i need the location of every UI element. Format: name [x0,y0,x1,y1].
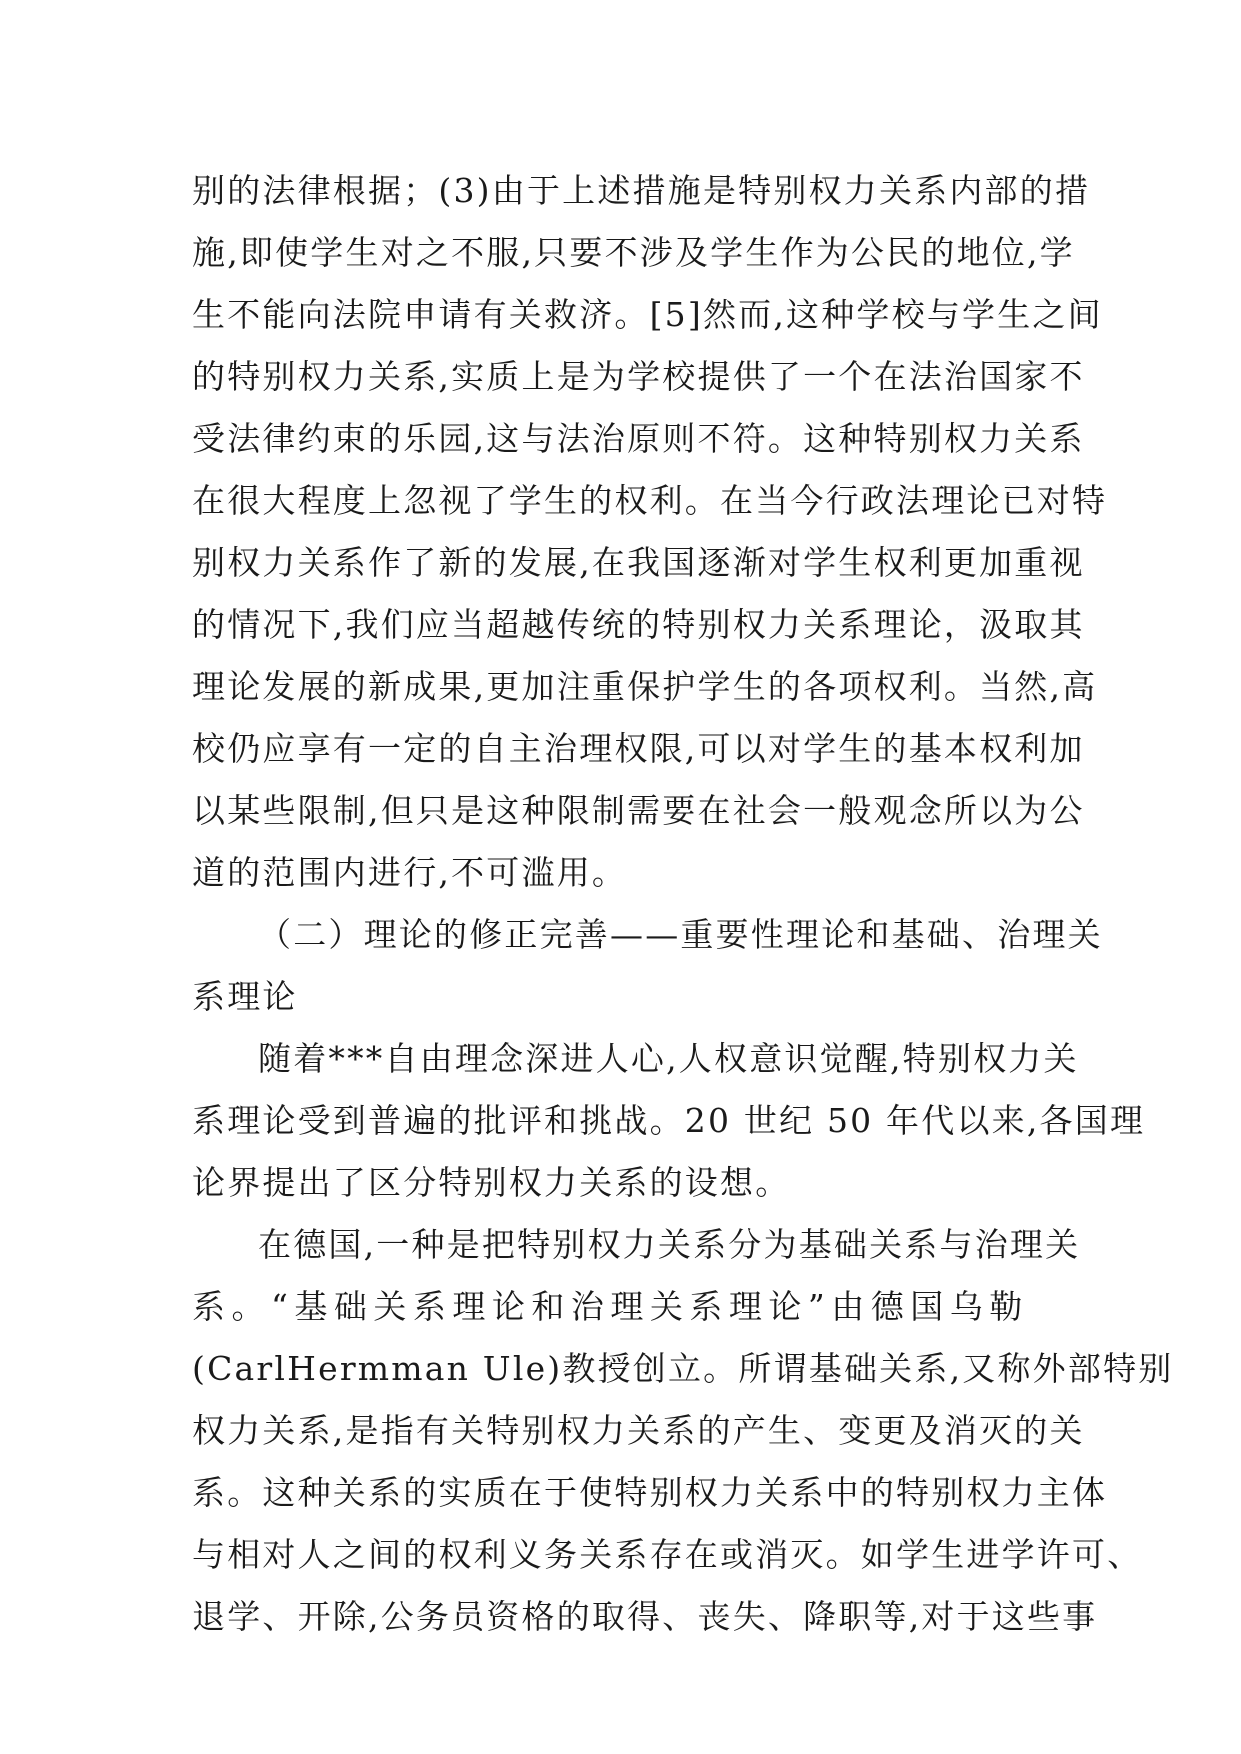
text-line: 随着***自由理念深进人心,人权意识觉醒,特别权力关 [258,1039,1079,1078]
text-line: 施,即使学生对之不服,只要不涉及学生作为公民的地位,学 [192,233,1075,272]
text-line: 的情况下,我们应当超越传统的特别权力关系理论，汲取其 [192,605,1085,644]
text-line: 在很大程度上忽视了学生的权利。在当今行政法理论已对特 [192,481,1108,520]
text-line: 系。这种关系的实质在于使特别权力关系中的特别权力主体 [192,1473,1108,1512]
text-line: 的特别权力关系,实质上是为学校提供了一个在法治国家不 [192,357,1085,396]
text-line: 系理论受到普遍的批评和挑战。20 世纪 50 年代以来,各国理 [192,1101,1146,1140]
text-line: 与相对人之间的权利义务关系存在或消灭。如学生进学许可、 [192,1535,1143,1574]
text-line: 校仍应享有一定的自主治理权限,可以对学生的基本权利加 [192,729,1085,768]
text-line: 在德国,一种是把特别权力关系分为基础关系与治理关 [258,1225,1081,1264]
text-line: 以某些限制,但只是这种限制需要在社会一般观念所以为公 [192,791,1085,830]
text-line: 道的范围内进行,不可滥用。 [192,853,628,892]
section-heading-continued: 系理论 [192,977,298,1016]
text-line: 别的法律根据；(3)由于上述措施是特别权力关系内部的措 [192,171,1091,210]
text-line: 退学、开除,公务员资格的取得、丧失、降职等,对于这些事 [192,1597,1098,1636]
text-line: 受法律约束的乐园,这与法治原则不符。这种特别权力关系 [192,419,1085,458]
text-line: 理论发展的新成果,更加注重保护学生的各项权利。当然,高 [192,667,1098,706]
text-line: (CarlHermman Ule)教授创立。所谓基础关系,又称外部特别 [192,1349,1174,1388]
document-body [192,160,1174,1648]
text-line: 论界提出了区分特别权力关系的设想。 [192,1163,791,1202]
text-line: 别权力关系作了新的发展,在我国逐渐对学生权利更加重视 [192,543,1085,582]
text-line: 系。“基础关系理论和治理关系理论”由德国乌勒 [192,1287,1029,1326]
section-heading: （二）理论的修正完善——重要性理论和基础、治理关 [258,915,1103,954]
text-line: 权力关系,是指有关特别权力关系的产生、变更及消灭的关 [192,1411,1085,1450]
text-line: 生不能向法院申请有关救济。[5]然而,这种学校与学生之间 [192,295,1103,334]
